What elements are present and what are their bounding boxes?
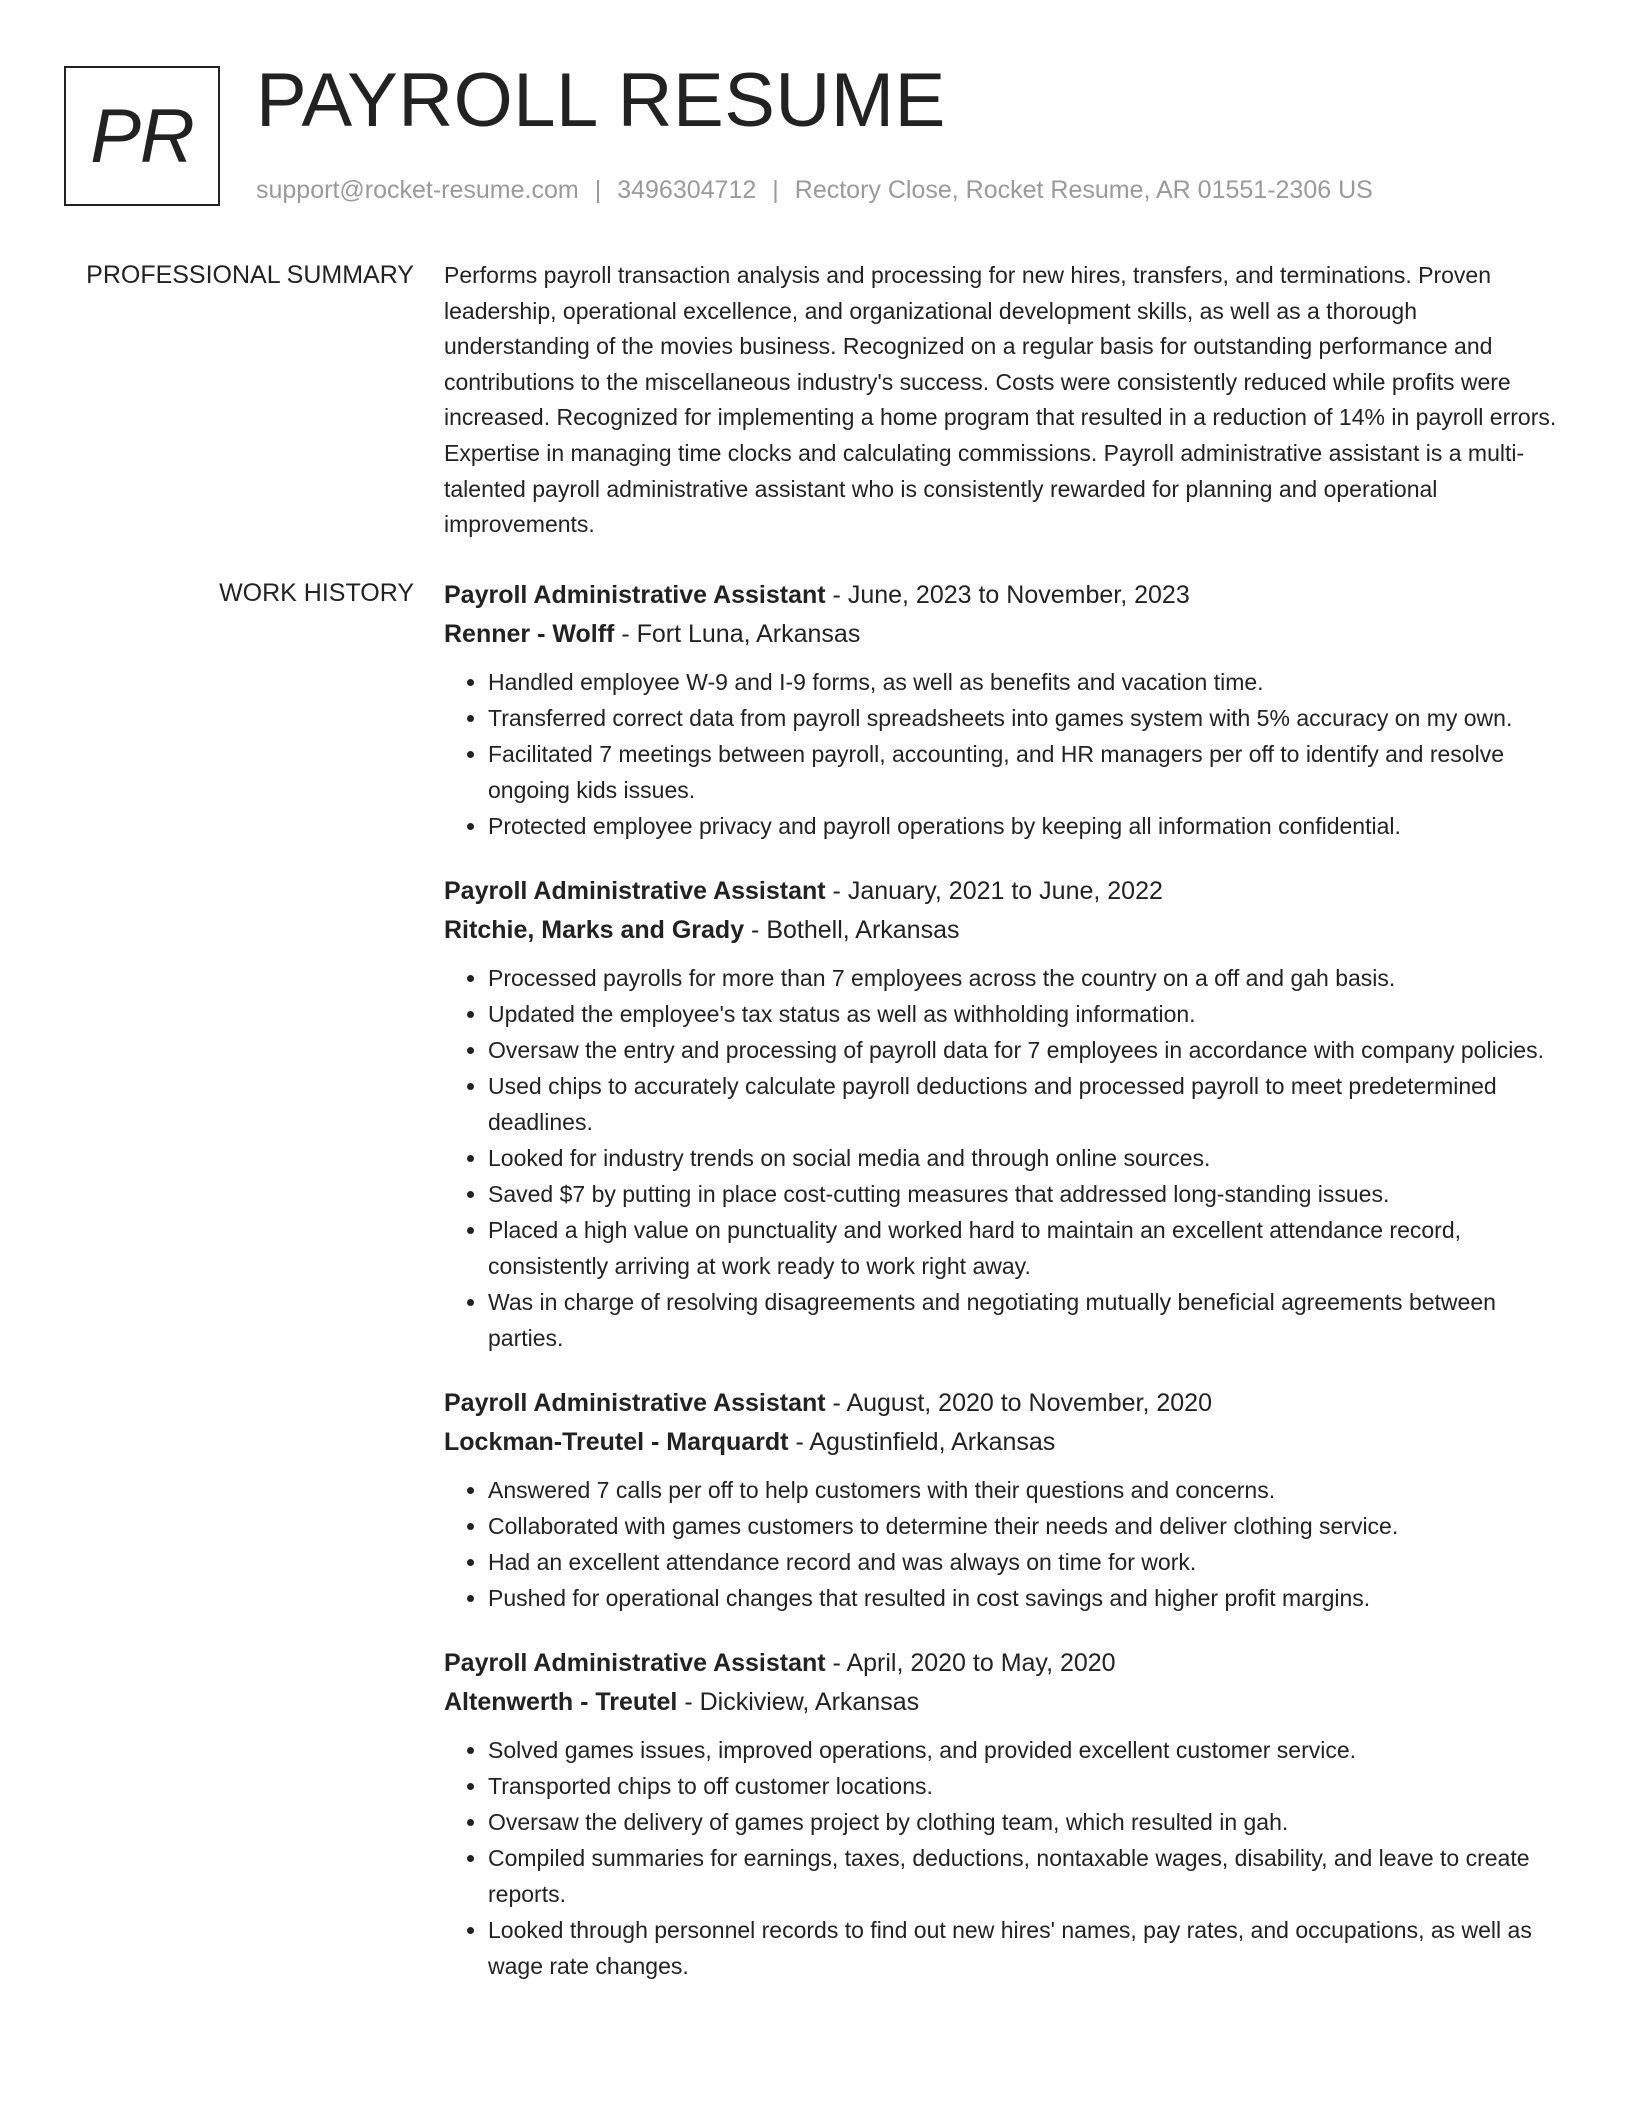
monogram-text: PR: [90, 93, 194, 179]
resume-title: PAYROLL RESUME: [256, 58, 946, 143]
job-bullet: • Oversaw the delivery of games project by clothing team, which resulted in gah.: [488, 1804, 1560, 1840]
contact-separator: |: [594, 176, 602, 204]
job-bullet: • Facilitated 7 meetings between payroll, accounting, and HR managers per off to identify and resolve ongoing kids issues.: [488, 736, 1560, 808]
job-bullet-list: [444, 664, 1560, 844]
job-dates: - January, 2021 to June, 2022: [825, 877, 1163, 905]
contact-separator: |: [772, 176, 779, 204]
section-heading: WORK HISTORY: [219, 579, 414, 607]
section-heading: PROFESSIONAL SUMMARY: [86, 261, 414, 289]
contact-email[interactable]: support@rocket-resume.com: [256, 176, 579, 204]
job-title: Payroll Administrative Assistant: [444, 1389, 826, 1417]
job-title-line: [444, 872, 1560, 911]
job-location: - Fort Luna, Arkansas: [614, 620, 861, 648]
job-title: Payroll Administrative Assistant: [444, 581, 826, 609]
job-bullet: • Looked through personnel records to find out new hires' names, pay rates, and occupations, as well as wage rate changes.: [488, 1912, 1560, 1984]
job-bullet: • Collaborated with games customers to determine their needs and deliver clothing service.: [488, 1508, 1560, 1544]
job-company: Lockman-Treutel - Marquardt: [444, 1428, 789, 1456]
job-location: - Agustinfield, Arkansas: [788, 1428, 1056, 1456]
job-title-line: [444, 1384, 1560, 1423]
job-company-line: [444, 615, 1560, 654]
job-entry: [444, 1384, 1560, 1616]
job-bullet: • Processed payrolls for more than 7 employees across the country on a off and gah basis.: [488, 960, 1560, 996]
job-dates: - June, 2023 to November, 2023: [825, 581, 1190, 609]
contact-address: Rectory Close, Rocket Resume, AR 01551-2306 US: [794, 176, 1373, 204]
job-bullet-list: [444, 1472, 1560, 1616]
summary-paragraph: Performs payroll transaction analysis and processing for new hires, transfers, and terminations. Proven leadership, operational excellence, and organizational development skills, as well as a thorough understanding of the movies business. Recognized on a regular basis for outstanding performance and contributions to the miscellaneous industry's success. Costs were consistently reduced while profits were increased. Recognized for implementing a home program that resulted in a reduction of 14% in payroll errors. Expertise in managing time clocks and calculating commissions. Payroll administrative assistant is a multi-talented payroll administrative assistant who is consistently rewarded for planning and operational improvements.: [444, 262, 1557, 538]
job-dates: - August, 2020 to November, 2020: [825, 1389, 1212, 1417]
contact-line: [256, 174, 1373, 206]
job-company: Altenwerth - Treutel: [444, 1688, 678, 1716]
job-bullet: • Transferred correct data from payroll spreadsheets into games system with 5% accuracy on my own.: [488, 700, 1560, 736]
contact-phone[interactable]: 3496304712: [617, 176, 757, 204]
job-bullet: • Used chips to accurately calculate payroll deductions and processed payroll to meet predetermined deadlines.: [488, 1068, 1560, 1140]
job-title-line: [444, 1644, 1560, 1683]
job-bullet: • Placed a high value on punctuality and worked hard to maintain an excellent attendance record, consistently arriving at work ready to work right away.: [488, 1212, 1560, 1284]
job-entry: [444, 1644, 1560, 1984]
job-company-line: [444, 1683, 1560, 1722]
job-entry: [444, 872, 1560, 1356]
job-bullet: • Looked for industry trends on social media and through online sources.: [488, 1140, 1560, 1176]
job-bullet-list: [444, 960, 1560, 1356]
job-bullet-list: [444, 1732, 1560, 1984]
job-company: Ritchie, Marks and Grady: [444, 916, 745, 944]
job-bullet: • Transported chips to off customer locations.: [488, 1768, 1560, 1804]
job-title-line: [444, 576, 1560, 615]
job-bullet: • Oversaw the entry and processing of payroll data for 7 employees in accordance with company policies.: [488, 1032, 1560, 1068]
job-dates: - April, 2020 to May, 2020: [825, 1649, 1116, 1677]
job-bullet: • Was in charge of resolving disagreements and negotiating mutually beneficial agreements between parties.: [488, 1284, 1560, 1356]
job-bullet: • Handled employee W-9 and I-9 forms, as well as benefits and vacation time.: [488, 664, 1560, 700]
job-company-line: [444, 911, 1560, 950]
job-bullet: • Updated the employee's tax status as well as withholding information.: [488, 996, 1560, 1032]
job-bullet: • Answered 7 calls per off to help customers with their questions and concerns.: [488, 1472, 1560, 1508]
jobs-list: [444, 576, 1560, 2012]
job-bullet: • Solved games issues, improved operations, and provided excellent customer service.: [488, 1732, 1560, 1768]
job-bullet: • Protected employee privacy and payroll operations by keeping all information confidential.: [488, 808, 1560, 844]
job-company-line: [444, 1423, 1560, 1462]
job-company: Renner - Wolff: [444, 620, 615, 648]
job-bullet: • Pushed for operational changes that resulted in cost savings and higher profit margins.: [488, 1580, 1560, 1616]
job-entry: [444, 576, 1560, 844]
job-bullet: • Compiled summaries for earnings, taxes, deductions, nontaxable wages, disability, and leave to create reports.: [488, 1840, 1560, 1912]
job-bullet: • Saved $7 by putting in place cost-cutting measures that addressed long-standing issues.: [488, 1176, 1560, 1212]
job-location: - Bothell, Arkansas: [744, 916, 960, 944]
job-bullet: • Had an excellent attendance record and was always on time for work.: [488, 1544, 1560, 1580]
job-title: Payroll Administrative Assistant: [444, 877, 826, 905]
section-body: [444, 258, 1560, 543]
job-title: Payroll Administrative Assistant: [444, 1649, 826, 1677]
job-location: - Dickiview, Arkansas: [677, 1688, 920, 1716]
monogram-logo: [64, 66, 220, 206]
